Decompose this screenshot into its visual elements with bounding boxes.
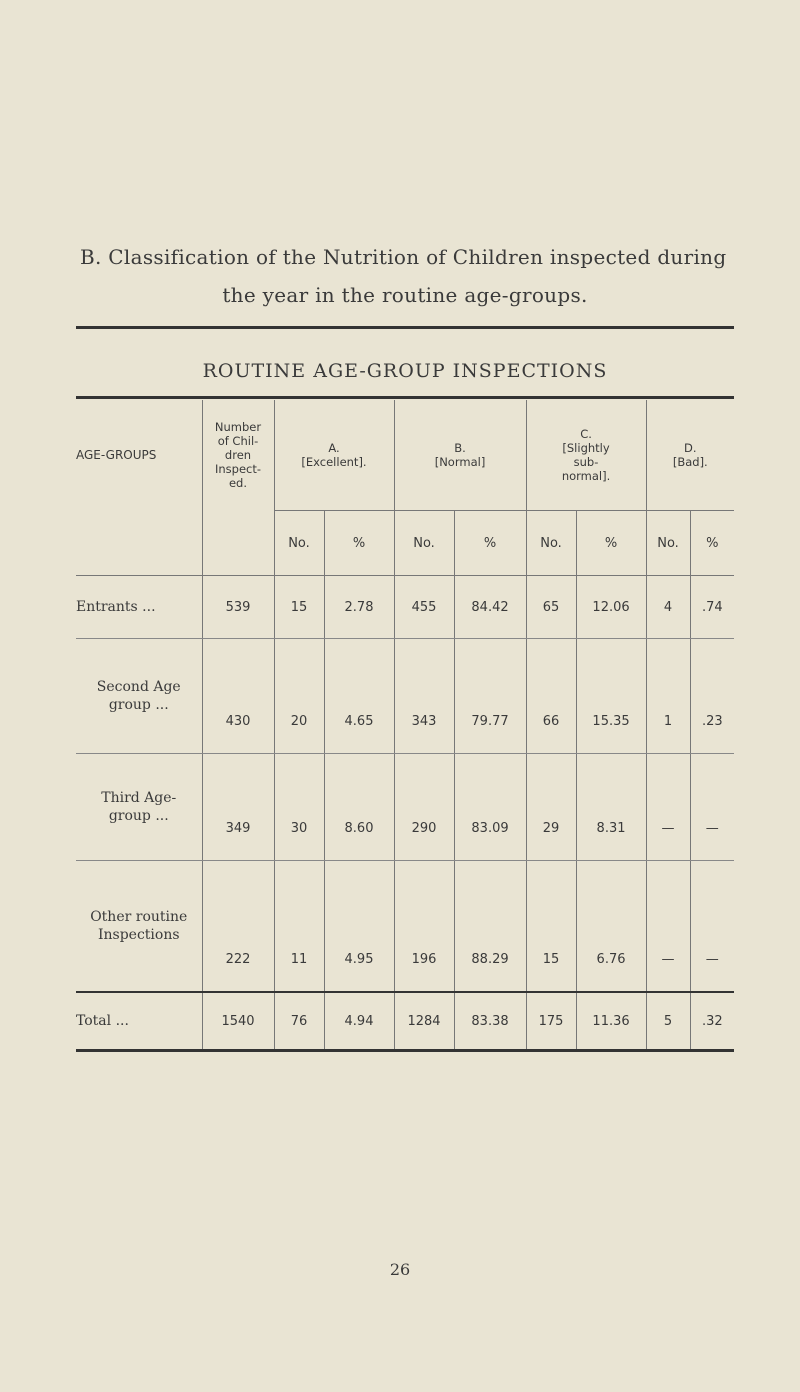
title-line-1: B. Classification of the Nutrition of Children inspected during: [80, 245, 727, 269]
cell-c-no: 29: [526, 754, 576, 861]
total-label: Total ...: [76, 992, 202, 1051]
table-row: [76, 754, 734, 861]
sub-c-no: No.: [526, 511, 576, 576]
sub-b-pct: %: [454, 511, 526, 576]
top-rule: [76, 326, 734, 329]
total-a-pct: 4.94: [324, 992, 394, 1051]
cell-c-no: 66: [526, 639, 576, 754]
cell-c-pct: 15.35: [576, 639, 646, 754]
cell-d-no: —: [646, 861, 690, 993]
col-group-b: B. [Normal]: [394, 400, 526, 511]
cell-c-no: 65: [526, 576, 576, 639]
total-b-no: 1284: [394, 992, 454, 1051]
cell-c-pct: 6.76: [576, 861, 646, 993]
cell-a-pct: 4.65: [324, 639, 394, 754]
nutrition-table: [76, 400, 734, 1052]
sub-a-no: No.: [274, 511, 324, 576]
cell-number: 222: [202, 861, 274, 993]
sub-b-no: No.: [394, 511, 454, 576]
cell-b-pct: 88.29: [454, 861, 526, 993]
total-row: [76, 992, 734, 1051]
title-line-2: the year in the routine age-groups.: [222, 283, 588, 307]
cell-b-no: 455: [394, 576, 454, 639]
page-number: 26: [389, 1260, 411, 1279]
cell-a-pct: 4.95: [324, 861, 394, 993]
col-number-inspected: Number of Chil- dren Inspect- ed.: [202, 400, 274, 511]
cell-d-no: 4: [646, 576, 690, 639]
cell-b-pct: 79.77: [454, 639, 526, 754]
table-row: [76, 861, 734, 993]
sub-empty-2: [202, 511, 274, 576]
total-a-no: 76: [274, 992, 324, 1051]
cell-a-pct: 2.78: [324, 576, 394, 639]
cell-d-pct: —: [690, 861, 734, 993]
cell-a-no: 30: [274, 754, 324, 861]
sub-empty-1: [76, 511, 202, 576]
row-label: Entrants ...: [76, 576, 202, 639]
table-row: [76, 639, 734, 754]
table-heading: ROUTINE AGE-GROUP INSPECTIONS: [202, 360, 608, 382]
cell-b-no: 196: [394, 861, 454, 993]
col-group-a: A. [Excellent].: [274, 400, 394, 511]
sub-d-no: No.: [646, 511, 690, 576]
sub-d-pct: %: [690, 511, 734, 576]
cell-d-pct: .23: [690, 639, 734, 754]
total-d-pct: .32: [690, 992, 734, 1051]
total-c-pct: 11.36: [576, 992, 646, 1051]
cell-b-pct: 83.09: [454, 754, 526, 861]
total-c-no: 175: [526, 992, 576, 1051]
total-d-no: 5: [646, 992, 690, 1051]
row-label: Other routine Inspections: [76, 861, 202, 993]
sub-c-pct: %: [576, 511, 646, 576]
row-label: Third Age- group ...: [76, 754, 202, 861]
cell-number: 539: [202, 576, 274, 639]
cell-d-pct: .74: [690, 576, 734, 639]
cell-a-no: 20: [274, 639, 324, 754]
cell-a-no: 15: [274, 576, 324, 639]
col-age-groups: AGE-GROUPS: [76, 448, 157, 463]
heading-rule: [76, 396, 734, 399]
cell-b-no: 290: [394, 754, 454, 861]
col-group-d: D. [Bad].: [646, 400, 734, 511]
cell-c-no: 15: [526, 861, 576, 993]
cell-d-no: 1: [646, 639, 690, 754]
row-label: Second Age group ...: [76, 639, 202, 754]
table-row: [76, 576, 734, 639]
cell-b-pct: 84.42: [454, 576, 526, 639]
cell-number: 430: [202, 639, 274, 754]
col-group-c: C. [Slightly sub- normal].: [526, 400, 646, 511]
cell-c-pct: 8.31: [576, 754, 646, 861]
cell-b-no: 343: [394, 639, 454, 754]
sub-a-pct: %: [324, 511, 394, 576]
cell-c-pct: 12.06: [576, 576, 646, 639]
total-number: 1540: [202, 992, 274, 1051]
cell-d-pct: —: [690, 754, 734, 861]
cell-d-no: —: [646, 754, 690, 861]
document-title: [60, 238, 750, 314]
cell-a-no: 11: [274, 861, 324, 993]
cell-number: 349: [202, 754, 274, 861]
total-b-pct: 83.38: [454, 992, 526, 1051]
cell-a-pct: 8.60: [324, 754, 394, 861]
